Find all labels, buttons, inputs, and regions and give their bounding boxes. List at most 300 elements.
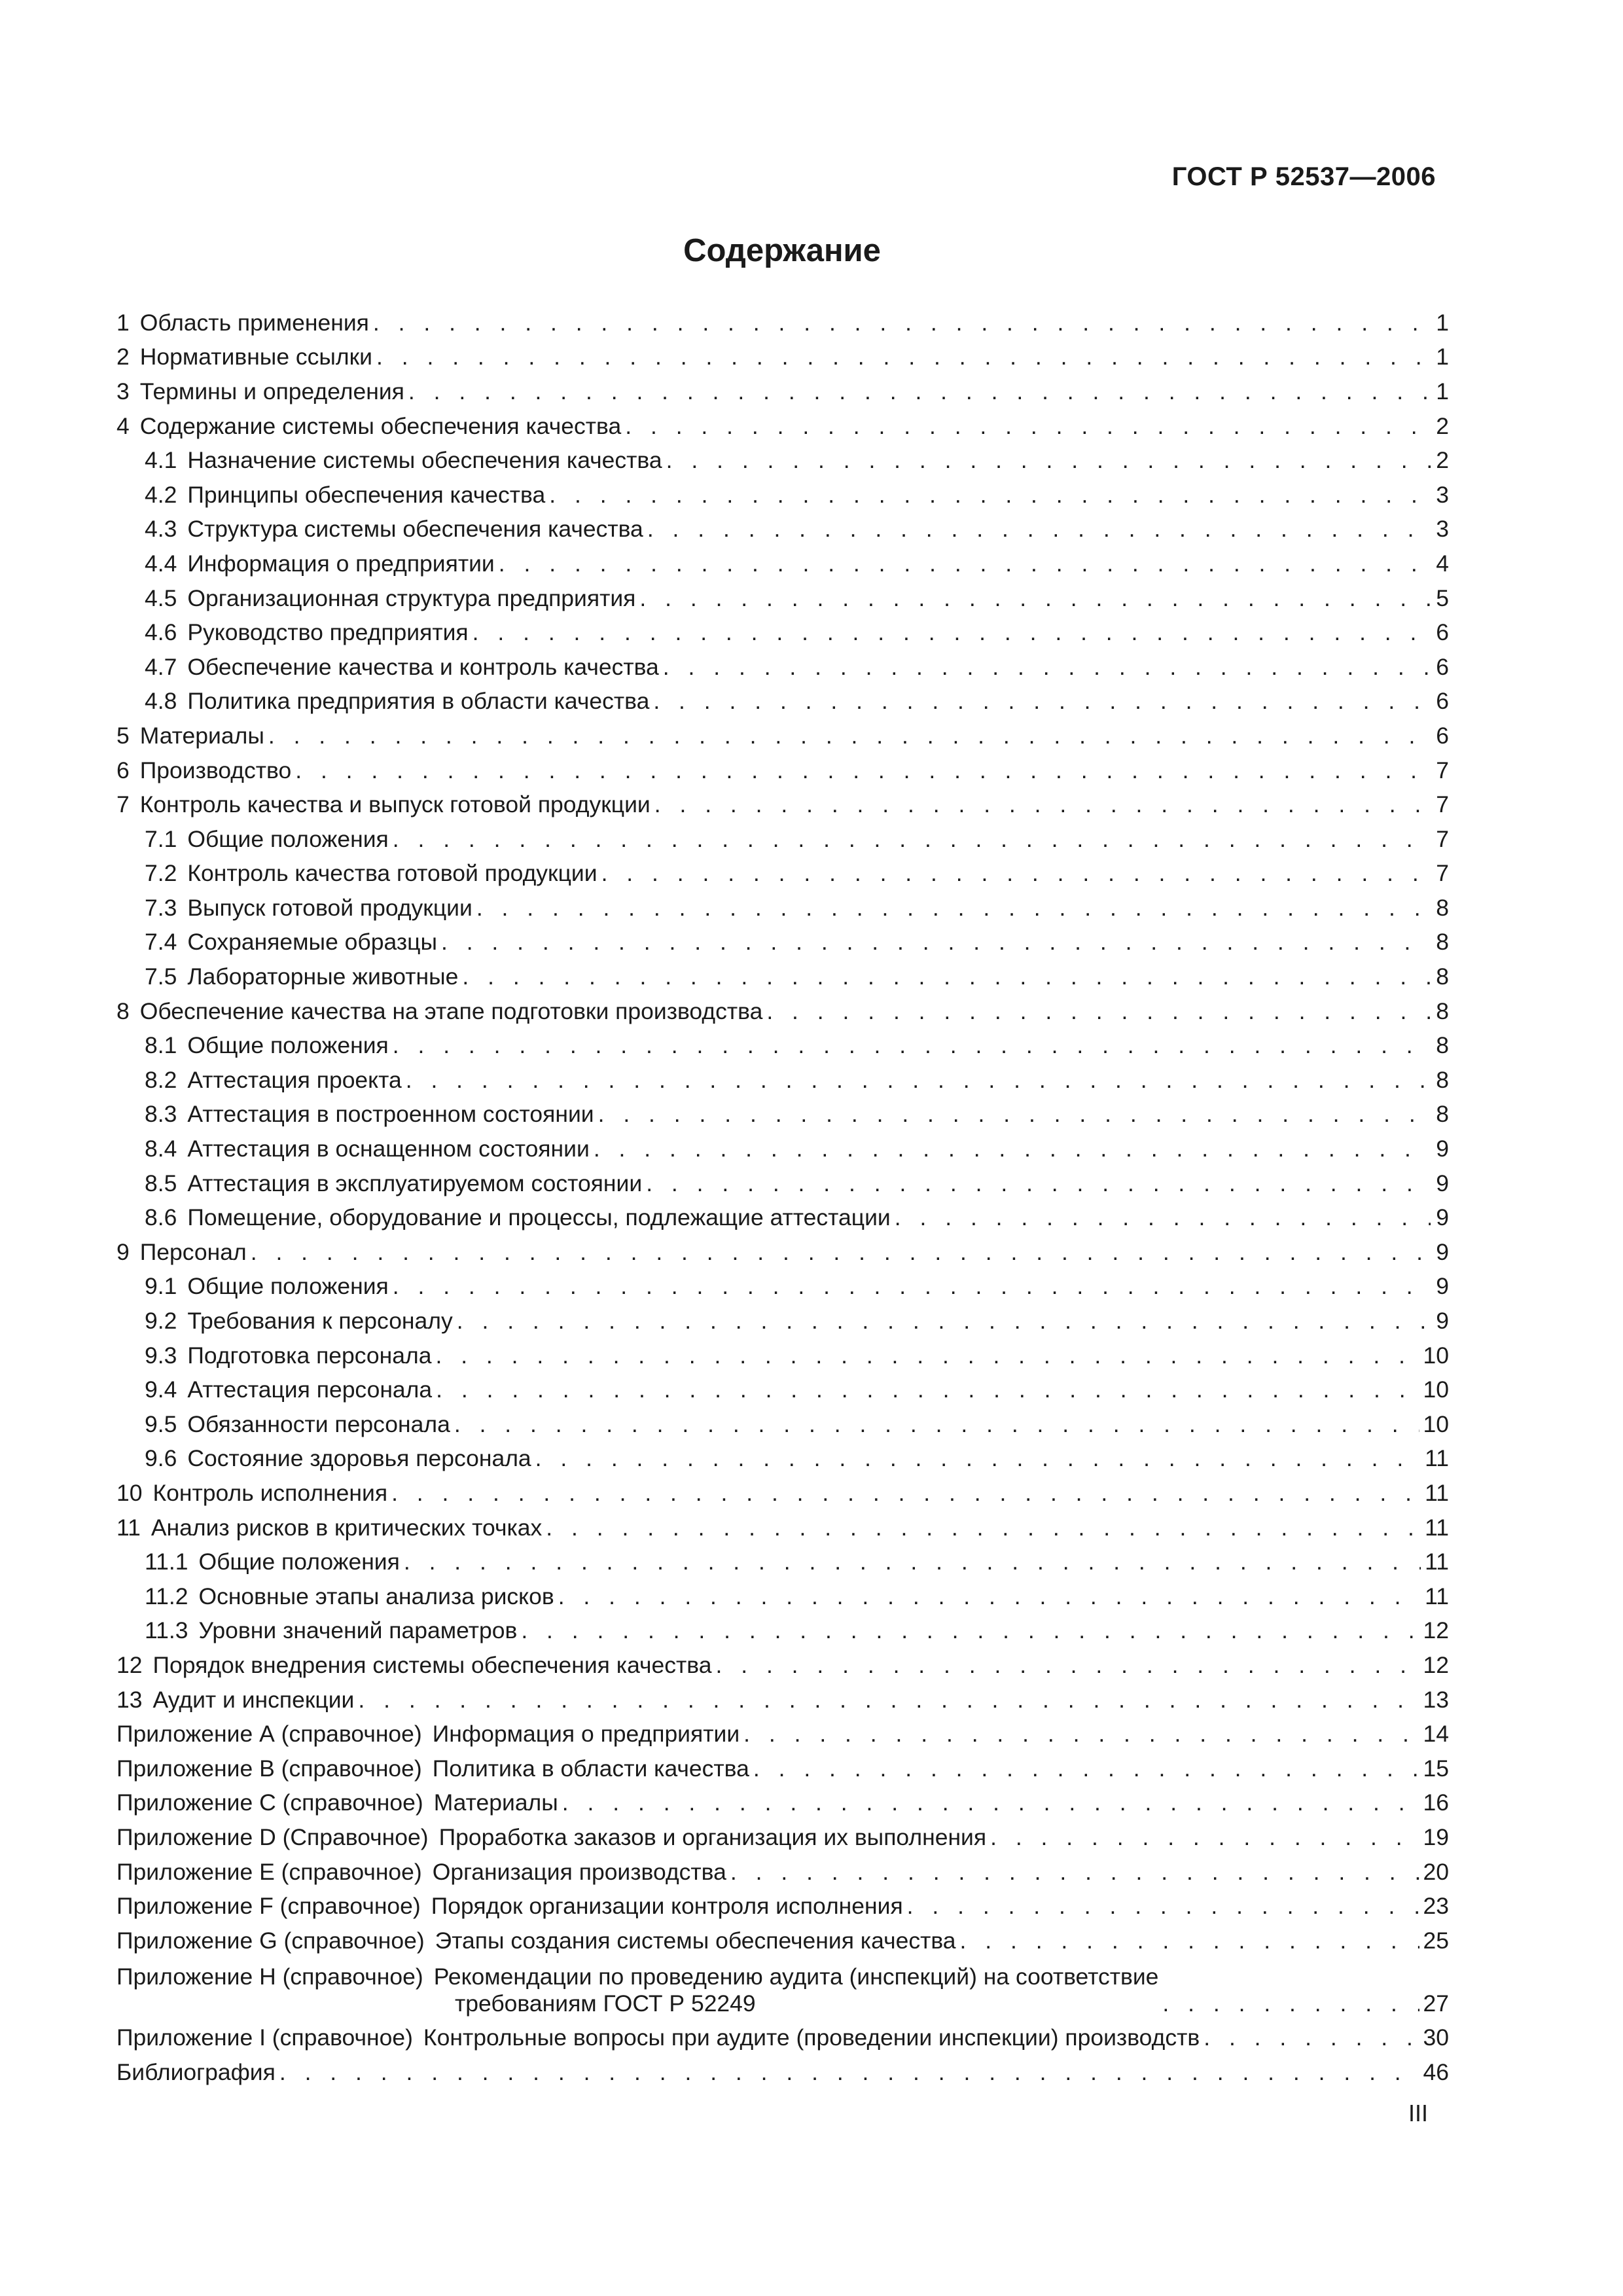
toc-entry[interactable] — [116, 1748, 1449, 1782]
toc-entry[interactable] — [116, 646, 1449, 681]
toc-entry-label — [145, 619, 469, 646]
toc-entry-label — [145, 963, 458, 990]
dot-leader — [393, 1273, 1431, 1300]
toc-entry[interactable] — [116, 1885, 1449, 1920]
toc-entry-text: Нормативные ссылки — [139, 344, 373, 370]
toc-entry-number: 9 — [116, 1238, 130, 1265]
toc-entry-page: 19 — [1423, 1823, 1449, 1850]
toc-entry-text: Информация о предприятии — [432, 1721, 740, 1748]
toc-entry-text: Контроль качества и выпуск готовой продукции — [139, 791, 651, 818]
dot-leader — [549, 482, 1431, 509]
toc-entry-label — [145, 1273, 389, 1300]
toc-entry-label — [145, 1101, 594, 1128]
toc-entry-label — [145, 1032, 389, 1059]
toc-entry-text: Общие положения — [187, 1032, 389, 1059]
toc-entry[interactable] — [116, 577, 1449, 612]
toc-entry-number: 6 — [116, 757, 130, 783]
toc-title: Содержание — [683, 233, 881, 268]
toc-entry[interactable] — [116, 1644, 1449, 1679]
toc-entry-label — [145, 1549, 400, 1575]
toc-entry-page: 30 — [1423, 2024, 1449, 2051]
dot-leader — [598, 1101, 1431, 1128]
toc-entry-number: 8 — [116, 997, 130, 1024]
toc-entry[interactable] — [116, 1059, 1449, 1094]
toc-entry-text: Назначение системы обеспечения качества — [187, 447, 662, 474]
toc-entry[interactable] — [116, 715, 1449, 749]
toc-entry[interactable] — [116, 2051, 1449, 2086]
toc-entry[interactable] — [116, 1954, 1449, 2017]
toc-entry-page: 6 — [1436, 722, 1449, 749]
toc-entry[interactable] — [116, 783, 1449, 818]
toc-entry[interactable] — [116, 1507, 1449, 1541]
toc-entry-label — [116, 1789, 558, 1816]
toc-entry-label — [116, 791, 651, 818]
toc-entry-label — [116, 310, 369, 336]
toc-entry-text: Порядок внедрения системы обеспечения качества — [152, 1651, 712, 1678]
toc-entry-label — [116, 1893, 903, 1920]
toc-entry-number: 9.4 — [145, 1376, 177, 1403]
toc-entry-label — [145, 1376, 432, 1403]
page-number: III — [1408, 2100, 1428, 2126]
toc-entry[interactable] — [116, 1335, 1449, 1369]
toc-entry-label — [116, 2059, 276, 2086]
toc-entry[interactable] — [116, 887, 1449, 922]
dot-leader — [1162, 1990, 1419, 2017]
dot-leader — [960, 1928, 1419, 1954]
toc-entry[interactable] — [116, 336, 1449, 371]
toc-entry-number: 7.5 — [145, 963, 177, 990]
toc-entry-page: 1 — [1436, 309, 1449, 336]
toc-entry-label — [116, 378, 404, 405]
dot-leader — [521, 1617, 1419, 1644]
dot-leader — [406, 1067, 1431, 1094]
toc-entry-page: 15 — [1423, 1755, 1449, 1782]
toc-entry-number: 8.4 — [145, 1136, 177, 1162]
toc-entry-page: 9 — [1436, 1136, 1449, 1162]
toc-entry-page: 4 — [1436, 550, 1449, 577]
toc-entry[interactable] — [116, 681, 1449, 715]
toc-entry[interactable] — [116, 405, 1449, 440]
toc-entry[interactable] — [116, 2017, 1449, 2052]
toc-entry-number: 4.5 — [145, 584, 177, 611]
dot-leader — [391, 1480, 1421, 1507]
toc-entry-page: 11 — [1425, 1445, 1449, 1472]
toc-entry-text: Общие положения — [187, 1273, 389, 1300]
toc-entry-number: Приложение F (справочное) — [116, 1893, 421, 1920]
toc-entry[interactable] — [116, 509, 1449, 543]
toc-entry-label — [145, 654, 659, 681]
dot-leader — [562, 1789, 1419, 1816]
dot-leader — [373, 310, 1431, 336]
toc-entry-number: Приложение А (справочное) — [116, 1721, 422, 1748]
toc-entry-label — [116, 998, 762, 1025]
toc-entry-text: Анализ рисков в критических точках — [151, 1514, 543, 1541]
toc-entry[interactable] — [116, 439, 1449, 474]
dot-leader — [730, 1859, 1419, 1886]
toc-entry[interactable] — [116, 1128, 1449, 1162]
toc-entry-number: 8.2 — [145, 1066, 177, 1093]
dot-leader — [393, 826, 1431, 853]
toc-entry-label — [145, 482, 545, 509]
toc-entry-page: 3 — [1436, 481, 1449, 508]
dot-leader — [295, 757, 1431, 784]
toc-entry[interactable] — [116, 1782, 1449, 1817]
toc-entry-page: 10 — [1423, 1410, 1449, 1437]
toc-entry-number: 13 — [116, 1686, 143, 1713]
toc-entry-label — [145, 826, 389, 853]
toc-entry-number: 11.3 — [145, 1617, 188, 1644]
toc-entry-number: Приложение Н (справочное) — [116, 1963, 423, 1990]
toc-entry-text: Аттестация проекта — [187, 1066, 402, 1093]
toc-entry-label — [116, 723, 264, 749]
toc-entry-page: 7 — [1436, 757, 1449, 783]
toc-entry-number: 9.5 — [145, 1410, 177, 1437]
dot-leader — [647, 516, 1431, 543]
toc-entry-label — [145, 550, 495, 577]
dot-leader — [895, 1204, 1431, 1231]
toc-entry[interactable] — [116, 302, 1449, 336]
toc-entry-text: Требования к персоналу — [187, 1308, 453, 1334]
toc-entry-text: Подготовка персонала — [187, 1342, 432, 1369]
toc-entry[interactable] — [116, 1851, 1449, 1886]
toc-entry-page: 9 — [1436, 1308, 1449, 1334]
toc-entry-number: Приложение Е (справочное) — [116, 1858, 422, 1885]
toc-entry[interactable] — [116, 1679, 1449, 1713]
dot-leader — [499, 550, 1431, 577]
toc-entry-page: 11 — [1425, 1479, 1449, 1506]
toc-entry-number: Приложение С (справочное) — [116, 1789, 423, 1816]
dot-leader — [457, 1308, 1431, 1335]
dot-leader — [473, 619, 1431, 646]
toc-entry-text: Аттестация персонала — [187, 1376, 433, 1403]
dot-leader — [1204, 2024, 1419, 2051]
toc-entry-label — [145, 447, 662, 474]
toc-entry-number: 7 — [116, 791, 130, 818]
dot-leader — [454, 1411, 1419, 1438]
dot-leader — [546, 1515, 1421, 1541]
toc-entry[interactable] — [116, 1713, 1449, 1748]
toc-entry-label — [116, 1824, 986, 1851]
toc-entry-page: 16 — [1423, 1789, 1449, 1816]
toc-entry-page: 9 — [1436, 1238, 1449, 1265]
toc-entry[interactable] — [116, 1541, 1449, 1575]
dot-leader — [663, 654, 1431, 681]
toc-entry-label — [145, 1136, 590, 1162]
toc-entry-page: 12 — [1423, 1617, 1449, 1644]
toc-entry-label — [145, 585, 635, 612]
toc-entry-number: 4.1 — [145, 447, 177, 474]
toc-entry-label — [116, 1687, 354, 1713]
toc-entry-number: 8.1 — [145, 1032, 177, 1059]
dot-leader — [393, 1032, 1431, 1059]
toc-entry-text: Политика предприятия в области качества — [187, 688, 650, 715]
toc-entry-label — [116, 757, 291, 784]
dot-leader — [251, 1239, 1431, 1266]
toc-entry[interactable] — [116, 543, 1449, 577]
toc-entry-number: 7.3 — [145, 894, 177, 921]
toc-entry-text: Принципы обеспечения качества — [187, 481, 546, 508]
toc-entry-number: 4 — [116, 412, 130, 439]
toc-entry[interactable] — [116, 1024, 1449, 1059]
toc-entry-label — [116, 1928, 956, 1954]
toc-entry-page: 8 — [1436, 1066, 1449, 1093]
toc-entry-text: Общие положения — [187, 825, 389, 852]
toc-entry-number: 5 — [116, 722, 130, 749]
toc-entry-page: 13 — [1423, 1686, 1449, 1713]
toc-entry-page: 9 — [1436, 1170, 1449, 1196]
toc-entry-page: 11 — [1425, 1583, 1449, 1609]
toc-entry-label — [145, 688, 649, 715]
toc-entry-page: 25 — [1423, 1927, 1449, 1954]
toc-entry[interactable] — [116, 990, 1449, 1025]
toc-entry-page: 8 — [1436, 963, 1449, 990]
toc-entry-text: Аттестация в эксплуатируемом состоянии — [187, 1170, 643, 1196]
toc-entry-number: 4.6 — [145, 619, 177, 646]
toc-entry[interactable] — [116, 749, 1449, 784]
toc-entry-text: Термины и определения — [139, 378, 404, 404]
toc-entry-text: Уровни значений параметров — [198, 1617, 518, 1644]
dot-leader — [666, 447, 1431, 474]
toc-entry[interactable] — [116, 1369, 1449, 1403]
toc-entry-label — [145, 1445, 531, 1472]
toc-entry-text: Область применения — [139, 309, 369, 336]
toc-entry-number: 7.4 — [145, 929, 177, 956]
table-of-contents — [116, 302, 1449, 2086]
dot-leader — [594, 1136, 1431, 1162]
toc-entry-label — [116, 1721, 740, 1748]
toc-entry-number: 4.4 — [145, 550, 177, 577]
toc-entry[interactable] — [116, 1403, 1449, 1438]
toc-entry-text: Информация о предприятии — [187, 550, 495, 577]
toc-entry-number: 4.2 — [145, 481, 177, 508]
toc-entry-label — [116, 1755, 749, 1782]
toc-entry-number: 9.6 — [145, 1445, 177, 1472]
toc-entry-page: 46 — [1423, 2058, 1449, 2085]
toc-entry-label — [116, 1515, 542, 1541]
toc-entry-text: Этапы создания системы обеспечения качества — [435, 1927, 956, 1954]
toc-entry-number: 9.2 — [145, 1308, 177, 1334]
toc-entry-text: Проработка заказов и организация их выполнения — [438, 1823, 987, 1850]
dot-leader — [268, 723, 1431, 749]
toc-entry[interactable] — [116, 1231, 1449, 1266]
toc-entry[interactable] — [116, 474, 1449, 509]
toc-entry-page: 7 — [1436, 825, 1449, 852]
toc-entry[interactable] — [116, 1196, 1449, 1231]
toc-entry-page: 11 — [1425, 1514, 1449, 1541]
toc-entry-text: Контроль исполнения — [152, 1479, 388, 1506]
toc-entry-page: 11 — [1425, 1549, 1449, 1575]
toc-entry[interactable] — [116, 818, 1449, 853]
toc-entry-text: Обеспечение качества и контроль качества — [187, 653, 659, 680]
dot-leader — [653, 688, 1431, 715]
toc-entry-text: Политика в области качества — [432, 1755, 749, 1782]
toc-entry-page: 6 — [1436, 619, 1449, 646]
toc-entry-text: Руководство предприятия — [187, 619, 469, 646]
toc-entry-page: 2 — [1436, 412, 1449, 439]
toc-entry-page: 20 — [1423, 1858, 1449, 1885]
toc-entry-label — [145, 1411, 450, 1438]
toc-entry[interactable] — [116, 1575, 1449, 1610]
toc-entry-label — [145, 860, 597, 887]
toc-entry-page: 5 — [1436, 584, 1449, 611]
toc-entry[interactable] — [116, 1162, 1449, 1197]
dot-leader — [462, 963, 1431, 990]
toc-entry-text: Рекомендации по проведению аудита (инспекций) на соответствие — [433, 1963, 1159, 1990]
toc-entry[interactable] — [116, 1300, 1449, 1335]
dot-leader — [441, 929, 1431, 956]
dot-leader — [646, 1170, 1431, 1197]
toc-entry-number: 2 — [116, 344, 130, 370]
toc-entry-number: 8.6 — [145, 1204, 177, 1231]
toc-entry[interactable] — [116, 1438, 1449, 1473]
toc-entry-number: 12 — [116, 1651, 143, 1678]
toc-entry-number: 7.2 — [145, 860, 177, 887]
toc-entry-page: 8 — [1436, 1032, 1449, 1059]
toc-entry-number: Приложение В (справочное) — [116, 1755, 422, 1782]
toc-entry-page: 8 — [1436, 894, 1449, 921]
toc-entry-text: Контроль качества готовой продукции — [187, 860, 597, 887]
toc-entry-page: 1 — [1436, 344, 1449, 370]
toc-entry-text: Производство — [139, 757, 292, 783]
toc-entry-label — [145, 1308, 453, 1335]
toc-entry[interactable] — [116, 853, 1449, 888]
toc-entry-page: 8 — [1436, 1101, 1449, 1128]
toc-entry-label — [116, 1859, 726, 1886]
toc-entry-label — [116, 344, 372, 370]
toc-entry[interactable] — [116, 922, 1449, 956]
toc-entry-page: 27 — [1423, 1990, 1449, 2017]
dot-leader — [639, 585, 1431, 612]
dot-leader — [358, 1687, 1419, 1713]
toc-entry-page: 9 — [1436, 1204, 1449, 1231]
toc-entry-page: 14 — [1423, 1721, 1449, 1748]
toc-entry-label — [145, 1342, 431, 1369]
toc-entry-label — [145, 929, 437, 956]
toc-entry-number: 4.7 — [145, 653, 177, 680]
toc-entry-number: 9.3 — [145, 1342, 177, 1369]
toc-entry-text: Помещение, оборудование и процессы, подлежащие аттестации — [187, 1204, 891, 1231]
dot-leader — [601, 860, 1431, 887]
toc-entry-text: Материалы — [433, 1789, 558, 1816]
toc-entry-label — [116, 1239, 247, 1266]
dot-leader — [404, 1549, 1421, 1575]
toc-entry-label — [145, 1170, 642, 1197]
toc-entry-number: 4.3 — [145, 516, 177, 543]
toc-entry-page: 10 — [1423, 1342, 1449, 1369]
toc-entry-text: Персонал — [139, 1238, 247, 1265]
toc-entry-label — [145, 895, 473, 922]
toc-entry-label — [145, 1204, 891, 1231]
dot-leader — [435, 1342, 1419, 1369]
toc-entry-number: 11.2 — [145, 1583, 188, 1609]
toc-entry-page: 8 — [1436, 929, 1449, 956]
toc-entry-text: Структура системы обеспечения качества — [187, 516, 643, 543]
toc-entry-text: Организация производства — [432, 1858, 726, 1885]
dot-leader — [743, 1721, 1419, 1748]
toc-entry-text: Лабораторные животные — [187, 963, 459, 990]
dot-leader — [654, 791, 1431, 818]
toc-entry-text: Аттестация в оснащенном состоянии — [187, 1136, 590, 1162]
toc-entry-page: 2 — [1436, 447, 1449, 474]
dot-leader — [990, 1824, 1419, 1851]
toc-entry-label — [145, 516, 643, 543]
toc-entry-number: 10 — [116, 1479, 143, 1506]
toc-entry-number: 4.8 — [145, 688, 177, 715]
dot-leader — [625, 413, 1431, 440]
toc-entry-number: 11 — [116, 1514, 141, 1541]
toc-entry-label — [116, 1964, 1158, 2017]
toc-entry-number: 8.3 — [145, 1101, 177, 1128]
toc-entry[interactable] — [116, 1610, 1449, 1645]
toc-entry-number: 3 — [116, 378, 130, 404]
toc-entry-page: 3 — [1436, 516, 1449, 543]
toc-entry-text-continuation: требованиям ГОСТ Р 52249 — [455, 1990, 756, 2017]
toc-entry[interactable] — [116, 370, 1449, 405]
toc-entry-number: Приложение I (справочное) — [116, 2024, 413, 2051]
toc-entry-page: 6 — [1436, 688, 1449, 715]
toc-entry-page: 7 — [1436, 791, 1449, 818]
toc-entry[interactable] — [116, 611, 1449, 646]
toc-entry-page: 6 — [1436, 653, 1449, 680]
toc-entry[interactable] — [116, 1920, 1449, 1954]
toc-entry-page: 1 — [1436, 378, 1449, 404]
toc-entry-number: 9.1 — [145, 1273, 177, 1300]
dot-leader — [535, 1445, 1421, 1472]
toc-entry-number: Приложение G (справочное) — [116, 1927, 425, 1954]
dot-leader — [558, 1583, 1421, 1610]
toc-entry-page: 23 — [1423, 1893, 1449, 1920]
toc-entry-text: Состояние здоровья персонала — [187, 1445, 531, 1472]
toc-entry-text: Содержание системы обеспечения качества — [139, 412, 622, 439]
toc-entry-page: 7 — [1436, 860, 1449, 887]
toc-entry-label — [116, 2024, 1200, 2051]
dot-leader — [907, 1893, 1419, 1920]
toc-entry-number: 8.5 — [145, 1170, 177, 1196]
dot-leader — [753, 1755, 1419, 1782]
toc-entry-label — [116, 1480, 387, 1507]
toc-entry[interactable] — [116, 1094, 1449, 1128]
toc-entry-text: Организационная структура предприятия — [187, 584, 636, 611]
toc-entry-text: Обязанности персонала — [187, 1410, 450, 1437]
toc-entry-number: 1 — [116, 309, 130, 336]
toc-entry[interactable] — [116, 1472, 1449, 1507]
toc-entry-label — [116, 413, 621, 440]
toc-entry-text: Основные этапы анализа рисков — [198, 1583, 554, 1609]
toc-entry-page: 8 — [1436, 997, 1449, 1024]
toc-entry[interactable] — [116, 1266, 1449, 1300]
toc-entry-page: 10 — [1423, 1376, 1449, 1403]
dot-leader — [716, 1652, 1419, 1679]
dot-leader — [376, 344, 1431, 370]
toc-entry-text: Порядок организации контроля исполнения — [431, 1893, 903, 1920]
toc-entry[interactable] — [116, 1816, 1449, 1851]
toc-entry-page: 12 — [1423, 1651, 1449, 1678]
toc-entry[interactable] — [116, 956, 1449, 990]
dot-leader — [408, 378, 1431, 405]
toc-entry-label — [145, 1617, 517, 1644]
toc-entry-text: Аттестация в построенном состоянии — [187, 1101, 594, 1128]
toc-entry-page: 9 — [1436, 1273, 1449, 1300]
document-code: ГОСТ Р 52537—2006 — [1171, 162, 1436, 191]
toc-entry-text: Общие положения — [198, 1549, 400, 1575]
toc-entry-text: Библиография — [116, 2058, 276, 2085]
dot-leader — [476, 895, 1431, 922]
toc-entry-text: Материалы — [139, 722, 264, 749]
toc-entry-text: Контрольные вопросы при аудите (проведении инспекции) производств — [423, 2024, 1200, 2051]
toc-entry-number: 7.1 — [145, 825, 177, 852]
dot-leader — [766, 998, 1431, 1025]
toc-entry-label — [145, 1067, 402, 1094]
